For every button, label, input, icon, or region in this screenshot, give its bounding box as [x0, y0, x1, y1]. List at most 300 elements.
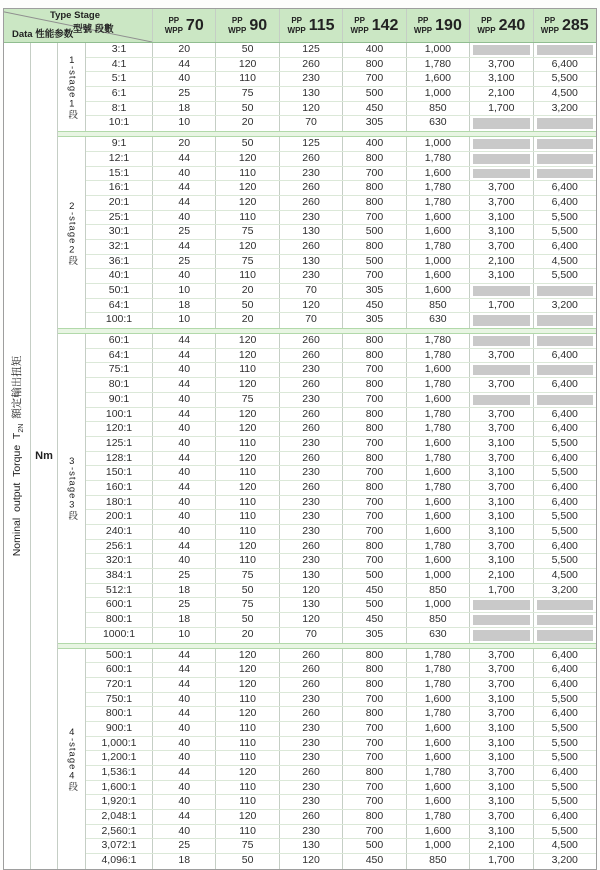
header-columns — [153, 9, 596, 42]
ratio-cell: 800:1 — [86, 707, 153, 721]
ratio-cell: 3,072:1 — [86, 839, 153, 853]
torque-value-cell: 1,780 — [407, 810, 470, 824]
torque-value-cell: 120 — [216, 810, 279, 824]
torque-value-cell: 4,500 — [551, 569, 578, 582]
torque-value-cell: 75 — [216, 839, 279, 853]
torque-value-cell: 5,500 — [551, 210, 578, 223]
ratio-cell: 20:1 — [86, 196, 153, 210]
model-prefix: PP WPP — [164, 16, 183, 35]
torque-value-cell: 6,400 — [551, 195, 578, 208]
torque-value-cell: 6,400 — [551, 495, 578, 508]
corner-label-type-stage-cjk: 型號 段數 — [73, 24, 114, 35]
torque-value-cell: 120 — [216, 540, 279, 554]
model-prefix: PP WPP — [477, 16, 496, 35]
stage-block — [58, 43, 596, 131]
torque-value-cell: 260 — [280, 196, 343, 210]
torque-value-cell: 1,600 — [407, 72, 470, 86]
torque-value-cell: 3,100 — [470, 510, 533, 524]
torque-value-cell: 40 — [153, 466, 216, 480]
torque-value-cell: 44 — [153, 678, 216, 692]
unit-column — [31, 43, 58, 869]
torque-value-cell: 500 — [343, 598, 406, 612]
torque-value-cell: 1,700 — [470, 854, 533, 869]
torque-value-cell: 20 — [153, 137, 216, 151]
model-column-header — [343, 9, 406, 42]
torque-value-cell: 1,780 — [407, 766, 470, 780]
torque-value-cell: 1,000 — [407, 255, 470, 269]
stage-rows — [86, 43, 596, 131]
ratio-cell: 4,096:1 — [86, 854, 153, 869]
torque-value-cell: 230 — [280, 693, 343, 707]
corner-label-type-stage: Type Stage — [50, 10, 100, 21]
torque-spec-table — [3, 8, 597, 870]
torque-value-cell: 10 — [153, 116, 216, 131]
ratio-cell: 180:1 — [86, 496, 153, 510]
table-row — [86, 240, 596, 255]
table-row — [86, 393, 596, 408]
torque-value-cell: 1,600 — [407, 510, 470, 524]
torque-value-cell: 40 — [153, 693, 216, 707]
table-row — [86, 181, 596, 196]
torque-value-cell: 230 — [280, 554, 343, 568]
torque-value-cell: 400 — [343, 43, 406, 57]
torque-value-cell: 110 — [216, 496, 279, 510]
torque-value-cell: 44 — [153, 58, 216, 72]
torque-value-cell: 1,000 — [407, 839, 470, 853]
table-row — [86, 334, 596, 349]
torque-value-cell: 630 — [407, 628, 470, 643]
torque-value-cell: 700 — [343, 496, 406, 510]
torque-value-cell: 75 — [216, 598, 279, 612]
torque-value-cell: 500 — [343, 839, 406, 853]
torque-value-cell: 850 — [407, 584, 470, 598]
table-row — [86, 613, 596, 628]
ratio-cell: 16:1 — [86, 181, 153, 195]
table-row — [86, 481, 596, 496]
torque-value-cell: 260 — [280, 240, 343, 254]
torque-value-cell: 120 — [216, 707, 279, 721]
torque-value-cell: 18 — [153, 584, 216, 598]
torque-value-cell: 3,700 — [470, 678, 533, 692]
torque-value-cell: 40 — [153, 363, 216, 377]
table-row — [86, 349, 596, 364]
corner-label-data-params: Data 性能参数 — [12, 29, 74, 40]
torque-value-cell: 18 — [153, 102, 216, 116]
torque-value-cell: 260 — [280, 152, 343, 166]
torque-value-cell: 5,500 — [551, 466, 578, 479]
torque-value-cell: 700 — [343, 795, 406, 809]
ratio-cell: 9:1 — [86, 137, 153, 151]
torque-value-cell: 1,600 — [407, 363, 470, 377]
stage-label: 1-stage1段 — [66, 55, 78, 120]
torque-value-cell: 40 — [153, 554, 216, 568]
torque-value-cell: 75 — [216, 87, 279, 101]
torque-value-cell: 1,600 — [407, 795, 470, 809]
torque-value-cell: 5,500 — [551, 554, 578, 567]
torque-value-cell: 6,400 — [551, 707, 578, 720]
table-row — [86, 299, 596, 314]
table-row — [86, 525, 596, 540]
torque-value-cell: 4,500 — [551, 254, 578, 267]
torque-value-cell: 1,700 — [470, 102, 533, 116]
ratio-cell: 75:1 — [86, 363, 153, 377]
torque-value-cell: 700 — [343, 825, 406, 839]
torque-value-cell: 3,100 — [470, 269, 533, 283]
torque-value-cell: 3,700 — [470, 196, 533, 210]
torque-value-cell: 50 — [216, 584, 279, 598]
torque-value-cell: 1,600 — [407, 751, 470, 765]
na-cell — [470, 116, 533, 131]
torque-value-cell: 44 — [153, 481, 216, 495]
ratio-cell: 720:1 — [86, 678, 153, 692]
table-row — [86, 437, 596, 452]
torque-value-cell: 305 — [343, 628, 406, 643]
ratio-cell: 6:1 — [86, 87, 153, 101]
ratio-cell: 100:1 — [86, 313, 153, 328]
torque-value-cell: 44 — [153, 334, 216, 348]
torque-value-cell: 1,780 — [407, 196, 470, 210]
stage-rows — [86, 334, 596, 642]
torque-value-cell: 2,100 — [470, 839, 533, 853]
torque-value-cell: 25 — [153, 569, 216, 583]
ratio-cell: 4:1 — [86, 58, 153, 72]
torque-value-cell: 1,700 — [470, 299, 533, 313]
stage-label: 3-stage3段 — [66, 456, 78, 521]
torque-value-cell: 700 — [343, 722, 406, 736]
torque-value-cell: 800 — [343, 678, 406, 692]
na-cell — [470, 628, 533, 643]
torque-value-cell: 6,400 — [551, 378, 578, 391]
ratio-cell: 12:1 — [86, 152, 153, 166]
model-column-header — [280, 9, 343, 42]
torque-value-cell: 800 — [343, 766, 406, 780]
torque-value-cell: 5,500 — [551, 436, 578, 449]
torque-value-cell: 5,500 — [551, 225, 578, 238]
torque-value-cell: 3,700 — [470, 422, 533, 436]
torque-value-cell: 1,700 — [470, 584, 533, 598]
ratio-cell: 100:1 — [86, 408, 153, 422]
ratio-cell: 120:1 — [86, 422, 153, 436]
ratio-cell: 64:1 — [86, 349, 153, 363]
torque-value-cell: 75 — [216, 225, 279, 239]
stage-label: 2-stage2段 — [66, 200, 78, 265]
na-cell — [534, 43, 596, 57]
torque-value-cell: 450 — [343, 854, 406, 869]
torque-value-cell: 5,500 — [551, 269, 578, 282]
na-fill — [473, 154, 529, 164]
model-size: 70 — [185, 16, 204, 34]
torque-value-cell: 450 — [343, 299, 406, 313]
torque-value-cell: 10 — [153, 284, 216, 298]
torque-value-cell: 230 — [280, 795, 343, 809]
model-prefix: PP WPP — [540, 16, 559, 35]
ratio-cell: 500:1 — [86, 649, 153, 663]
ratio-cell: 36:1 — [86, 255, 153, 269]
na-cell — [534, 284, 596, 298]
na-cell — [470, 137, 533, 151]
na-cell — [534, 137, 596, 151]
model-size: 115 — [308, 16, 335, 34]
torque-value-cell: 110 — [216, 211, 279, 225]
torque-value-cell: 230 — [280, 466, 343, 480]
torque-value-cell: 6,400 — [551, 239, 578, 252]
torque-value-cell: 3,700 — [470, 766, 533, 780]
torque-value-cell: 3,200 — [551, 854, 578, 867]
table-row — [86, 781, 596, 796]
torque-value-cell: 700 — [343, 525, 406, 539]
table-row — [86, 452, 596, 467]
model-prefix: PP WPP — [350, 16, 369, 35]
table-row — [86, 584, 596, 599]
torque-value-cell: 3,100 — [470, 554, 533, 568]
torque-value-cell: 1,780 — [407, 540, 470, 554]
na-fill — [537, 615, 593, 625]
torque-value-cell: 1,780 — [407, 58, 470, 72]
torque-value-cell: 25 — [153, 839, 216, 853]
ratio-cell: 900:1 — [86, 722, 153, 736]
torque-value-cell: 260 — [280, 481, 343, 495]
table-row — [86, 225, 596, 240]
torque-value-cell: 120 — [216, 334, 279, 348]
model-size: 285 — [562, 16, 589, 34]
table-row — [86, 313, 596, 328]
torque-value-cell: 110 — [216, 825, 279, 839]
torque-value-cell: 3,700 — [470, 58, 533, 72]
torque-value-cell: 6,400 — [551, 57, 578, 70]
ratio-cell: 384:1 — [86, 569, 153, 583]
torque-value-cell: 3,700 — [470, 663, 533, 677]
torque-value-cell: 44 — [153, 349, 216, 363]
torque-axis-label — [9, 356, 25, 557]
torque-value-cell: 230 — [280, 510, 343, 524]
na-fill — [473, 630, 529, 641]
torque-value-cell: 18 — [153, 613, 216, 627]
na-cell — [534, 167, 596, 181]
na-fill — [537, 395, 593, 405]
model-prefix: PP WPP — [287, 16, 306, 35]
table-row — [86, 466, 596, 481]
torque-value-cell: 260 — [280, 766, 343, 780]
stage-block — [58, 649, 596, 869]
ratio-cell: 1000:1 — [86, 628, 153, 643]
model-size: 240 — [498, 16, 526, 34]
torque-value-cell: 6,400 — [551, 663, 578, 676]
torque-value-cell: 6,400 — [551, 539, 578, 552]
torque-value-cell: 800 — [343, 152, 406, 166]
ratio-cell: 1,920:1 — [86, 795, 153, 809]
torque-value-cell: 500 — [343, 569, 406, 583]
table-row — [86, 751, 596, 766]
torque-value-cell: 1,780 — [407, 678, 470, 692]
torque-value-cell: 800 — [343, 181, 406, 195]
torque-value-cell: 5,500 — [551, 736, 578, 749]
table-row — [86, 825, 596, 840]
torque-value-cell: 130 — [280, 225, 343, 239]
na-cell — [534, 628, 596, 643]
torque-value-cell: 800 — [343, 240, 406, 254]
torque-value-cell: 800 — [343, 334, 406, 348]
torque-value-cell: 3,100 — [470, 781, 533, 795]
torque-value-cell: 50 — [216, 43, 279, 57]
torque-value-cell: 630 — [407, 116, 470, 131]
torque-value-cell: 110 — [216, 525, 279, 539]
torque-value-cell: 3,100 — [470, 825, 533, 839]
torque-value-cell: 800 — [343, 452, 406, 466]
torque-value-cell: 230 — [280, 825, 343, 839]
torque-value-cell: 800 — [343, 663, 406, 677]
torque-axis-column — [4, 43, 31, 869]
torque-value-cell: 260 — [280, 678, 343, 692]
torque-value-cell: 260 — [280, 181, 343, 195]
torque-value-cell: 260 — [280, 422, 343, 436]
torque-value-cell: 500 — [343, 255, 406, 269]
torque-value-cell: 700 — [343, 751, 406, 765]
torque-value-cell: 130 — [280, 569, 343, 583]
torque-value-cell: 450 — [343, 584, 406, 598]
table-row — [86, 137, 596, 152]
table-row — [86, 378, 596, 393]
torque-value-cell: 110 — [216, 795, 279, 809]
torque-value-cell: 230 — [280, 437, 343, 451]
table-row — [86, 510, 596, 525]
torque-value-cell: 25 — [153, 598, 216, 612]
torque-value-cell: 700 — [343, 693, 406, 707]
torque-value-cell: 260 — [280, 649, 343, 663]
torque-value-cell: 70 — [280, 313, 343, 328]
torque-value-cell: 44 — [153, 378, 216, 392]
torque-value-cell: 70 — [280, 116, 343, 131]
table-row — [86, 255, 596, 270]
torque-value-cell: 6,400 — [551, 407, 578, 420]
table-row — [86, 678, 596, 693]
torque-value-cell: 120 — [216, 196, 279, 210]
na-cell — [534, 393, 596, 407]
torque-value-cell: 700 — [343, 466, 406, 480]
torque-value-cell: 25 — [153, 225, 216, 239]
torque-value-cell: 3,200 — [551, 298, 578, 311]
torque-value-cell: 800 — [343, 707, 406, 721]
table-row — [86, 707, 596, 722]
torque-value-cell: 1,600 — [407, 737, 470, 751]
torque-value-cell: 305 — [343, 116, 406, 131]
torque-value-cell: 3,700 — [470, 481, 533, 495]
torque-value-cell: 500 — [343, 225, 406, 239]
torque-value-cell: 700 — [343, 72, 406, 86]
na-fill — [473, 286, 529, 296]
torque-value-cell: 800 — [343, 810, 406, 824]
torque-value-cell: 40 — [153, 737, 216, 751]
torque-value-cell: 125 — [280, 43, 343, 57]
model-size: 190 — [435, 16, 462, 34]
torque-value-cell: 110 — [216, 72, 279, 86]
torque-value-cell: 44 — [153, 766, 216, 780]
na-cell — [470, 167, 533, 181]
table-row — [86, 58, 596, 73]
torque-value-cell: 3,700 — [470, 452, 533, 466]
model-column-header — [470, 9, 533, 42]
table-row — [86, 737, 596, 752]
torque-value-cell: 1,600 — [407, 693, 470, 707]
table-row — [86, 408, 596, 423]
torque-value-cell: 3,100 — [470, 693, 533, 707]
table-row — [86, 363, 596, 378]
torque-value-cell: 230 — [280, 496, 343, 510]
model-column-header — [216, 9, 279, 42]
na-fill — [473, 336, 529, 346]
table-header — [4, 9, 596, 43]
na-fill — [537, 336, 593, 346]
torque-value-cell: 700 — [343, 737, 406, 751]
model-size: 90 — [249, 16, 268, 34]
table-row — [86, 167, 596, 182]
torque-value-cell: 70 — [280, 284, 343, 298]
torque-value-cell: 4,500 — [551, 839, 578, 852]
torque-value-cell: 44 — [153, 408, 216, 422]
torque-value-cell: 110 — [216, 269, 279, 283]
torque-value-cell: 110 — [216, 466, 279, 480]
torque-value-cell: 40 — [153, 269, 216, 283]
torque-value-cell: 3,100 — [470, 496, 533, 510]
torque-value-cell: 50 — [216, 854, 279, 869]
torque-value-cell: 40 — [153, 795, 216, 809]
torque-value-cell: 260 — [280, 452, 343, 466]
na-cell — [470, 284, 533, 298]
torque-value-cell: 2,100 — [470, 569, 533, 583]
model-prefix: PP WPP — [413, 16, 433, 35]
torque-value-cell: 800 — [343, 408, 406, 422]
torque-value-cell: 450 — [343, 613, 406, 627]
model-column-header — [534, 9, 596, 42]
torque-value-cell: 230 — [280, 722, 343, 736]
torque-value-cell: 110 — [216, 437, 279, 451]
na-fill — [473, 615, 529, 625]
table-row — [86, 722, 596, 737]
torque-value-cell: 1,600 — [407, 722, 470, 736]
torque-value-cell: 1,780 — [407, 408, 470, 422]
torque-value-cell: 3,700 — [470, 540, 533, 554]
torque-value-cell: 125 — [280, 137, 343, 151]
torque-value-cell: 50 — [216, 137, 279, 151]
na-cell — [534, 363, 596, 377]
torque-value-cell: 260 — [280, 58, 343, 72]
na-fill — [473, 169, 529, 179]
na-fill — [473, 365, 529, 375]
ratio-cell: 2,560:1 — [86, 825, 153, 839]
torque-value-cell: 1,600 — [407, 525, 470, 539]
torque-value-cell: 230 — [280, 781, 343, 795]
torque-value-cell: 120 — [216, 152, 279, 166]
torque-value-cell: 1,600 — [407, 437, 470, 451]
torque-value-cell: 230 — [280, 525, 343, 539]
na-fill — [537, 45, 593, 55]
torque-value-cell: 20 — [216, 284, 279, 298]
torque-value-cell: 3,100 — [470, 225, 533, 239]
torque-value-cell: 1,780 — [407, 349, 470, 363]
torque-value-cell: 44 — [153, 452, 216, 466]
torque-value-cell: 10 — [153, 313, 216, 328]
table-row — [86, 422, 596, 437]
torque-value-cell: 800 — [343, 649, 406, 663]
torque-value-cell: 305 — [343, 284, 406, 298]
torque-value-cell: 230 — [280, 269, 343, 283]
ratio-cell: 32:1 — [86, 240, 153, 254]
torque-value-cell: 130 — [280, 839, 343, 853]
torque-value-cell: 120 — [216, 240, 279, 254]
torque-value-cell: 3,700 — [470, 810, 533, 824]
torque-value-cell: 1,000 — [407, 569, 470, 583]
model-column-header — [153, 9, 216, 42]
ratio-cell: 8:1 — [86, 102, 153, 116]
